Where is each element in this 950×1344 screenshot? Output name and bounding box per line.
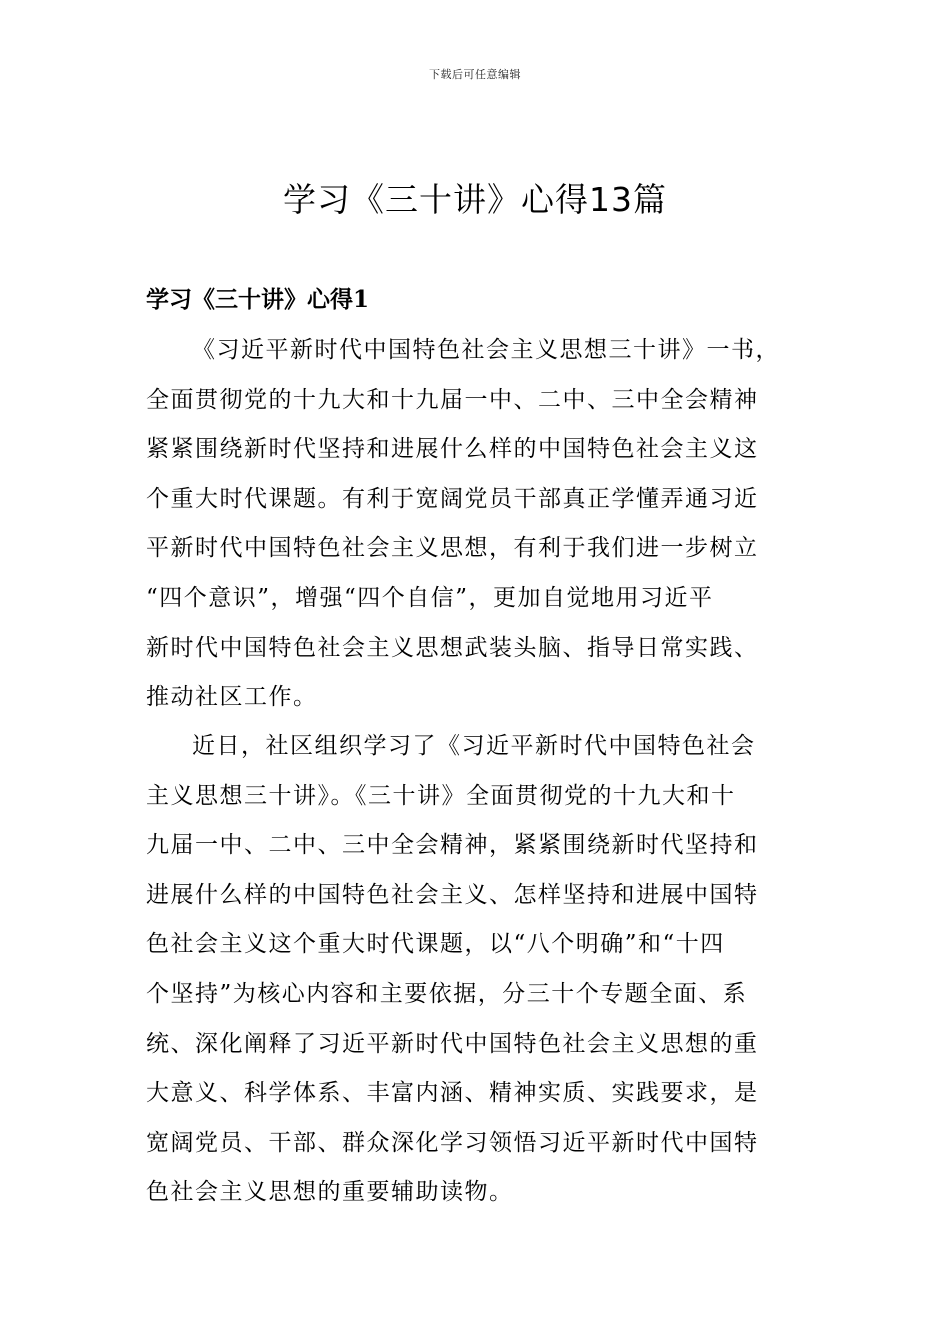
paragraph-line: 个坚持”为核心内容和主要依据，分三十个专题全面、系	[146, 980, 748, 1007]
section-heading: 学习《三十讲》心得1	[146, 286, 370, 313]
paragraph-line: 色社会主义思想的重要辅助读物。	[146, 1179, 514, 1206]
paragraph-line: 紧紧围绕新时代坚持和进展什么样的中国特色社会主义这	[146, 436, 759, 463]
paragraph-line: 九届一中、二中、三中全会精神，紧紧围绕新时代坚持和	[146, 832, 759, 859]
paragraph-line: 《习近平新时代中国特色社会主义思想三十讲》一书，	[192, 337, 780, 363]
paragraph-line: 平新时代中国特色社会主义思想，有利于我们进一步树立	[146, 535, 759, 562]
paragraph-line: 主义思想三十讲》。《三十讲》全面贯彻党的十九大和十	[146, 782, 736, 809]
paragraph-line: 新时代中国特色社会主义思想武装头脑、指导日常实践、	[146, 634, 759, 661]
document-title: 学习《三十讲》心得13篇	[283, 180, 667, 219]
header-note: 下载后可任意编辑	[429, 68, 521, 81]
paragraph-2	[146, 722, 826, 1218]
paragraph-1	[146, 326, 826, 723]
paragraph-line: 统、深化阐释了习近平新时代中国特色社会主义思想的重	[146, 1030, 759, 1057]
paragraph-line: 推动社区工作。	[146, 684, 318, 711]
paragraph-line: 进展什么样的中国特色社会主义、怎样坚持和进展中国特	[146, 881, 759, 908]
paragraph-line: “四个意识”，增强“四个自信”，更加自觉地用习近平	[146, 584, 714, 611]
paragraph-line: 全面贯彻党的十九大和十九届一中、二中、三中全会精神	[146, 386, 759, 413]
paragraph-line: 近日，社区组织学习了《习近平新时代中国特色社会	[192, 733, 756, 759]
paragraph-line: 色社会主义这个重大时代课题，以“八个明确”和“十四	[146, 931, 725, 958]
paragraph-line: 大意义、科学体系、丰富内涵、精神实质、实践要求，是	[146, 1080, 759, 1107]
paragraph-line: 个重大时代课题。有利于宽阔党员干部真正学懂弄通习近	[146, 485, 759, 512]
paragraph-line: 宽阔党员、干部、群众深化学习领悟习近平新时代中国特	[146, 1129, 759, 1156]
